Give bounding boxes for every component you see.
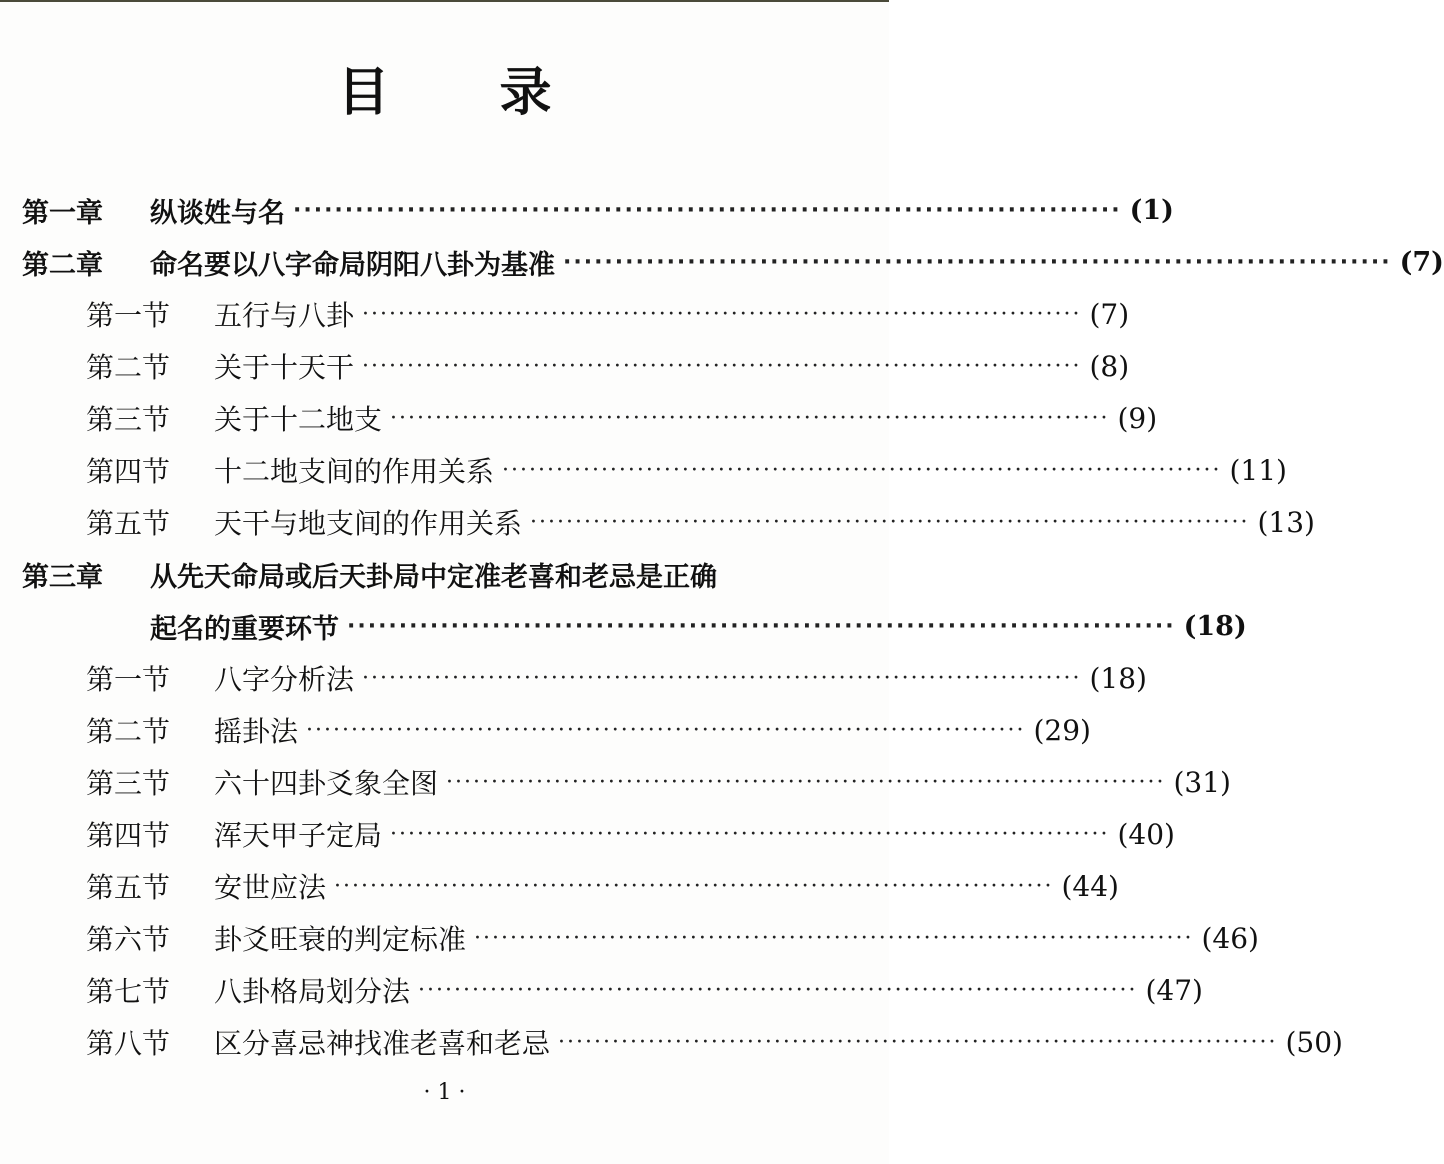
toc-leader-dots: ················································································ — [502, 457, 1222, 483]
toc-entry-title: 关于十天干 — [214, 351, 355, 384]
toc-entry-number: 第五节 — [86, 507, 171, 540]
toc-entry-page: (18) — [1089, 661, 1147, 695]
toc-leader-dots: ················································································ — [362, 353, 1082, 379]
toc-entry-page: (18) — [1183, 610, 1247, 642]
toc-entry-number: 第八节 — [86, 1027, 171, 1060]
toc-entry-number: 第三节 — [86, 767, 171, 800]
toc-leader-dots: ················································································ — [362, 665, 1082, 691]
toc-leader-dots: ················································································ — [362, 301, 1082, 327]
toc-entry-title: 安世应法 — [214, 871, 327, 904]
toc-entry-title: 卦爻旺衰的判定标准 — [214, 923, 467, 956]
toc-entry — [0, 184, 1174, 236]
toc-entry-title: 区分喜忌神找准老喜和老忌 — [214, 1027, 551, 1060]
toc-entry — [0, 444, 1287, 496]
toc-entry-title: 命名要以八字命局阴阳八卦为基准 — [150, 249, 555, 281]
toc-entry — [0, 756, 1231, 808]
toc-entry — [0, 392, 1158, 444]
toc-entry-page: (1) — [1129, 194, 1174, 226]
toc-entry-title: 关于十二地支 — [214, 403, 383, 436]
toc-entry-page: (9) — [1117, 401, 1158, 435]
toc-entry-title: 十二地支间的作用关系 — [214, 455, 495, 488]
toc-entry-page: (7) — [1089, 297, 1130, 331]
toc-entry — [0, 236, 1444, 288]
toc-entry-page: (11) — [1229, 453, 1287, 487]
title-char-1: 目 — [337, 63, 390, 123]
toc-entry — [0, 600, 1247, 652]
toc-leader-dots: ················································································ — [306, 717, 1026, 743]
toc-entry-page: (46) — [1201, 921, 1259, 955]
toc-entry-number: 第二节 — [86, 351, 171, 384]
toc-entry-title: 从先天命局或后天卦局中定准老喜和老忌是正确 — [150, 561, 717, 593]
toc-entry-title: 浑天甲子定局 — [214, 819, 383, 852]
toc-entry-title: 八卦格局划分法 — [214, 975, 411, 1008]
toc-entry — [0, 288, 1130, 340]
toc-entry-page: (40) — [1117, 817, 1175, 851]
toc-entry — [0, 1016, 1343, 1068]
toc-entry — [0, 808, 1175, 860]
toc-entry-page: (47) — [1145, 973, 1203, 1007]
toc-entry — [0, 548, 889, 600]
toc-entry-page: (31) — [1173, 765, 1231, 799]
toc-entry-title: 五行与八卦 — [214, 299, 355, 332]
toc-leader-dots: ················································································ — [390, 405, 1110, 431]
page-number: · 1 · — [423, 1080, 466, 1105]
page-title — [0, 50, 889, 125]
toc-leader-dots: ················································································ — [446, 769, 1166, 795]
toc-entry-title: 摇卦法 — [214, 715, 299, 748]
toc-entry-page: (44) — [1061, 869, 1119, 903]
toc-entry-title: 纵谈姓与名 — [150, 197, 285, 229]
toc-entry — [0, 340, 1130, 392]
toc-entry-page: (50) — [1285, 1025, 1343, 1059]
toc-entry-page: (29) — [1033, 713, 1091, 747]
toc-entry-number: 第五节 — [86, 871, 171, 904]
toc-entry-number: 第二章 — [22, 249, 103, 281]
toc-leader-dots: ················································································ — [390, 821, 1110, 847]
toc-leader-dots: ················································································ — [474, 925, 1194, 951]
toc-entry — [0, 860, 1119, 912]
toc-leader-dots: ················································································ — [293, 197, 1122, 223]
toc-leader-dots: ················································································ — [530, 509, 1250, 535]
toc-leader-dots: ················································································ — [563, 249, 1392, 275]
toc-leader-dots: ················································································ — [334, 873, 1054, 899]
toc-entry-number: 第四节 — [86, 455, 171, 488]
toc-entry-page: (13) — [1257, 505, 1315, 539]
toc-entry-page: (7) — [1399, 246, 1444, 278]
toc-entry — [0, 964, 1203, 1016]
toc-entry-page: (8) — [1089, 349, 1130, 383]
toc-leader-dots: ················································································ — [558, 1029, 1278, 1055]
toc-entry — [0, 704, 1091, 756]
toc-entry-number: 第一节 — [86, 299, 171, 332]
toc-entry-title: 天干与地支间的作用关系 — [214, 507, 523, 540]
toc-entry-title: 八字分析法 — [214, 663, 355, 696]
toc-entry — [0, 912, 1259, 964]
toc-entry-number: 第一节 — [86, 663, 171, 696]
toc-entry-number: 第三章 — [22, 561, 103, 593]
toc-entry-number: 第七节 — [86, 975, 171, 1008]
toc-entry-title: 起名的重要环节 — [150, 613, 339, 645]
toc-entry-number: 第四节 — [86, 819, 171, 852]
toc-leader-dots: ················································································ — [347, 613, 1176, 639]
toc-entry-number: 第二节 — [86, 715, 171, 748]
title-char-2: 录 — [499, 63, 552, 123]
toc-entry-number: 第一章 — [22, 197, 103, 229]
toc-entry-title: 六十四卦爻象全图 — [214, 767, 439, 800]
toc-entry — [0, 496, 1315, 548]
toc-entry-number: 第三节 — [86, 403, 171, 436]
toc-entry-number: 第六节 — [86, 923, 171, 956]
toc-leader-dots: ················································································ — [418, 977, 1138, 1003]
toc-entry — [0, 652, 1147, 704]
